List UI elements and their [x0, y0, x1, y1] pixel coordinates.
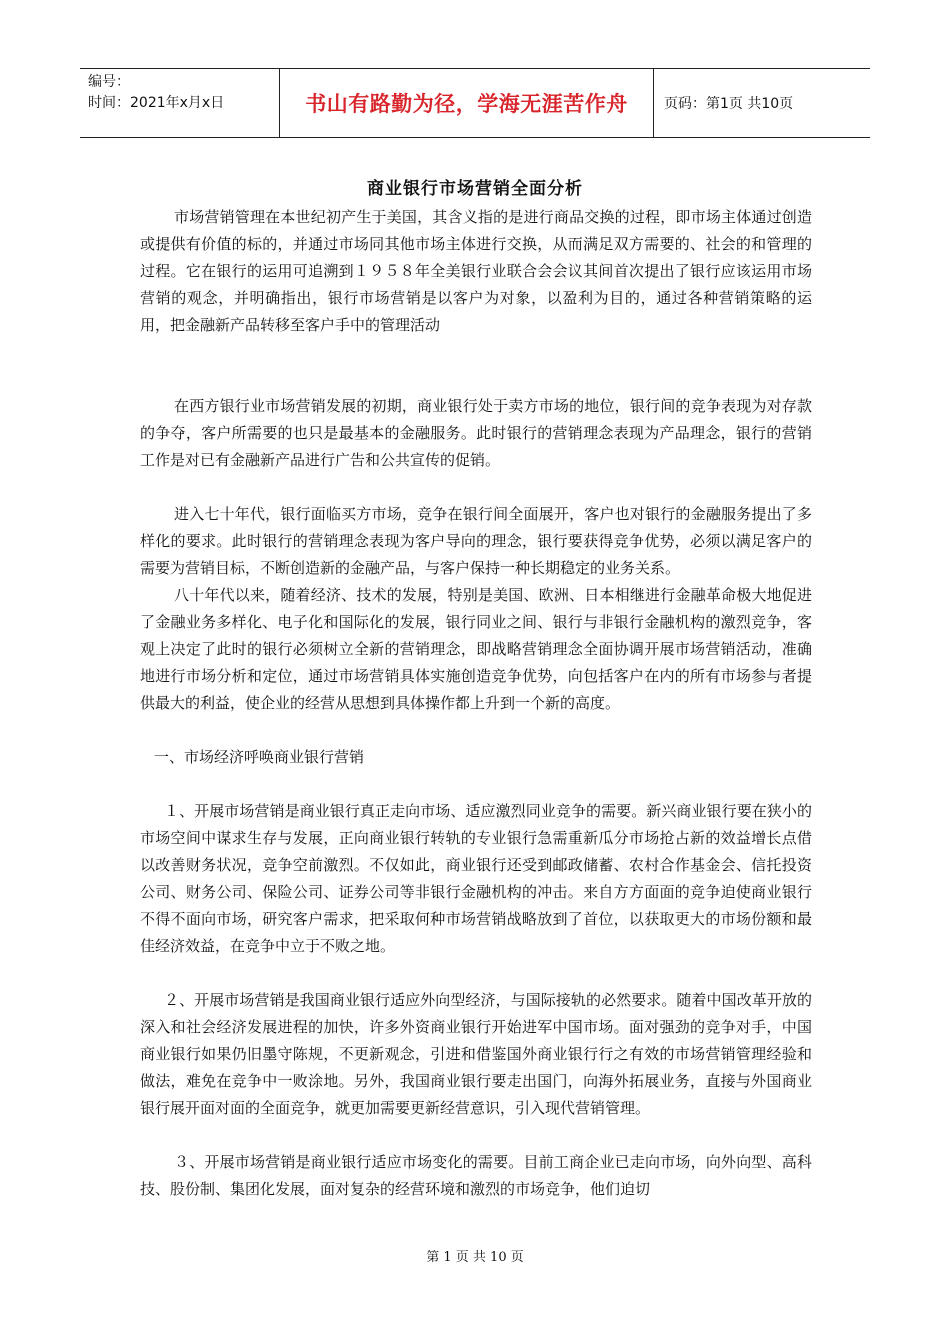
paragraph: 市场营销管理在本世纪初产生于美国，其含义指的是进行商品交换的过程，即市场主体通过创造或提供有价值的标的，并通过市场同其他市场主体进行交换，从而满足双方需要的、社会的和管理的过程。它在银行的运用可追溯到１９５８年全美银行业联合会会议其间首次提出了银行应该运用市场营销的观念，并明确指出，银行市场营销是以客户为对象，以盈利为目的，通过各种营销策略的运用，把金融新产品转移至客户手中的管理活动: [140, 208, 812, 334]
document-body: [140, 204, 812, 1203]
page-footer: 第 1 页 共 10 页: [426, 1250, 524, 1265]
paragraph: 进入七十年代，银行面临买方市场，竞争在银行间全面展开，客户也对银行的金融服务提出了多样化的要求。此时银行的营销理念表现为客户导向的理念，银行要获得竞争优势，必须以满足客户的需要为营销目标，不断创造新的金融产品，与客户保持一种长期稳定的业务关系。: [140, 505, 812, 577]
paragraph: ２、开展市场营销是我国商业银行适应外向型经济，与国际接轨的必然要求。随着中国改革开放的深入和社会经济发展进程的加快，许多外资商业银行开始进军中国市场。面对强劲的竞争对手，中国商业银行如果仍旧墨守陈规，不更新观念，引进和借鉴国外商业银行行之有效的市场营销管理经验和做法，难免在竞争中一败涂地。另外，我国商业银行要走出国门，向海外拓展业务，直接与外国商业银行展开面对面的全面竞争，就更加需要更新经营意识，引入现代营销管理。: [140, 991, 812, 1117]
document-time: 时间：2021年x月x日: [88, 95, 225, 111]
header-page-info: 页码：第1页 共10页: [664, 96, 794, 112]
document-title: 商业银行市场营销全面分析: [367, 179, 583, 199]
paragraph: 在西方银行业市场营销发展的初期，商业银行处于卖方市场的地位，银行间的竞争表现为对存款的争夺，客户所需要的也只是最基本的金融服务。此时银行的营销理念表现为产品理念，银行的营销工作是对已有金融新产品进行广告和公共宣传的促销。: [140, 397, 812, 469]
section-heading: 一、市场经济呼唤商业银行营销: [154, 748, 365, 766]
paragraph: １、开展市场营销是商业银行真正走向市场、适应激烈同业竞争的需要。新兴商业银行要在狭小的市场空间中谋求生存与发展，正向商业银行转轨的专业银行急需重新瓜分市场抢占新的效益增长点借以改善财务状况，竞争空前激烈。不仅如此，商业银行还受到邮政储蓄、农村合作基金会、信托投资公司、财务公司、保险公司、证券公司等非银行金融机构的冲击。来自方方面面的竞争迫使商业银行不得不面向市场，研究客户需求，把采取何种市场营销战略放到了首位，以获取更大的市场份额和最佳经济效益，在竞争中立于不败之地。: [140, 802, 812, 955]
header-meta: [80, 69, 280, 137]
paragraph: 八十年代以来，随着经济、技术的发展，特别是美国、欧洲、日本相继进行金融革命极大地促进了金融业务多样化、电子化和国际化的发展，银行同业之间、银行与非银行金融机构的激烈竞争，客观上决定了此时的银行必须树立全新的营销理念，即战略营销理念全面协调开展市场营销活动，准确地进行市场分析和定位，通过市场营销具体实施创造竞争优势，向包括客户在内的所有市场参与者提供最大的利益，使企业的经营从思想到具体操作都上升到一个新的高度。: [140, 586, 812, 712]
page-header: [80, 68, 870, 138]
document-number-label: 编号：: [88, 74, 130, 90]
paragraph: ３、开展市场营销是商业银行适应市场变化的需要。目前工商企业已走向市场，向外向型、高科技、股份制、集团化发展，面对复杂的经营环境和激烈的市场竞争，他们迫切: [140, 1153, 812, 1198]
header-motto: 书山有路勤为径，学海无涯苦作舟: [280, 69, 654, 137]
